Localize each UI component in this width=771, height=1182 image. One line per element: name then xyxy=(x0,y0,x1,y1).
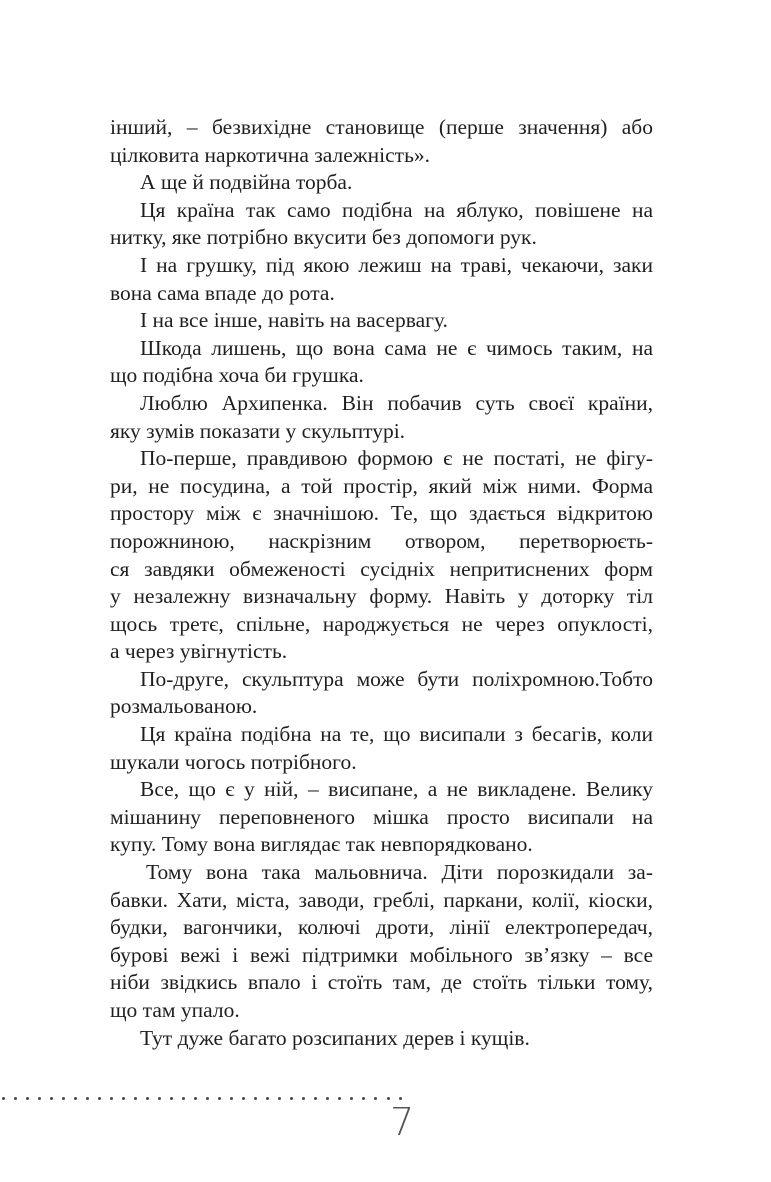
text-line: Ця країна подібна на те, що висипали з бесагів, коли xyxy=(140,722,653,747)
dot xyxy=(14,1097,17,1100)
dot xyxy=(98,1097,101,1100)
dot xyxy=(278,1097,281,1100)
dot xyxy=(50,1097,53,1100)
dot xyxy=(290,1097,293,1100)
text-line: Шкода лишень, що вона сама не є чимось таким, на xyxy=(140,335,653,360)
text-line: Ця країна так само подібна на яблуко, повішене на xyxy=(140,197,653,222)
dot xyxy=(146,1097,149,1100)
text-line: І на грушку, під якою лежиш на траві, чекаючи, заки xyxy=(140,252,653,277)
dot xyxy=(326,1097,329,1100)
dot xyxy=(110,1097,113,1100)
dot xyxy=(86,1097,89,1100)
text-line: що подібна хоча би грушка. xyxy=(110,363,364,388)
text-line: будки, вагончики, колючі дроти, лінії електропередач, xyxy=(110,915,653,940)
text-line: ніби звідкись впало і стоїть там, де стоїть тільки тому, xyxy=(110,970,653,995)
dot xyxy=(2,1097,5,1100)
text-line: бавки. Хати, міста, заводи, греблі, паркани, колії, кіоски, xyxy=(110,887,653,912)
dot xyxy=(254,1097,257,1100)
dot xyxy=(158,1097,161,1100)
text-line: у незалежну визначальну форму. Навіть у доторку тіл xyxy=(110,584,653,609)
dot xyxy=(26,1097,29,1100)
dotted-rule xyxy=(2,1088,402,1108)
text-line: Тому вона така мальовнича. Діти порозкидали за- xyxy=(146,860,653,885)
text-line: купу. Тому вона виглядає так невпорядковано. xyxy=(110,832,533,857)
dot xyxy=(170,1097,173,1100)
page-number: 7 xyxy=(390,1100,415,1144)
dot xyxy=(338,1097,341,1100)
text-line: розмальованою. xyxy=(110,694,258,719)
dot xyxy=(38,1097,41,1100)
text-line: що там упало. xyxy=(110,998,240,1022)
text-line: цілковита наркотична залежність». xyxy=(110,142,431,167)
text-line: ри, не посудина, а той простір, який між ними. Форма xyxy=(110,473,653,498)
dot xyxy=(206,1097,209,1100)
text-line: а через увігнутість. xyxy=(110,639,288,664)
text-line: простору між є значнішою. Те, що здається відкритою xyxy=(110,501,653,526)
dot xyxy=(194,1097,197,1100)
dot xyxy=(314,1097,317,1100)
dot xyxy=(74,1097,77,1100)
dot xyxy=(182,1097,185,1100)
text-line: І на все інше, навіть на васервагу. xyxy=(140,308,448,333)
text-line: щось третє, спільне, народжується не через опуклості, xyxy=(110,611,653,636)
text-line: По-перше, правдивою формою є не постаті, не фігу- xyxy=(140,446,653,471)
text-line: нитку, яке потрібно вкусити без допомоги рук. xyxy=(110,225,537,250)
dot xyxy=(134,1097,137,1100)
text-line: шукали чогось потрібного. xyxy=(110,749,357,774)
dot xyxy=(242,1097,245,1100)
text-line: Тут дуже багато розсипаних дерев і кущів. xyxy=(140,1025,530,1050)
dot xyxy=(302,1097,305,1100)
text-line: Люблю Архипенка. Він побачив суть своєї країни, xyxy=(140,390,653,415)
text-line: ся завдяки обмеженості сусідніх непритиснених форм xyxy=(110,556,653,581)
text-line: порожниною, наскрізним отвором, перетворюєть- xyxy=(110,528,653,553)
text-line: А ще й подвійна торба. xyxy=(140,170,353,195)
dot xyxy=(350,1097,353,1100)
dot xyxy=(122,1097,125,1100)
text-line: мішанину переповненого мішка просто висипали на xyxy=(110,804,653,829)
text-line: інший, – безвихідне становище (перше значення) або xyxy=(110,115,653,139)
dot xyxy=(62,1097,65,1100)
text-line: вона сама впаде до рота. xyxy=(110,280,335,305)
text-line: яку зумів показати у скульптурі. xyxy=(110,418,406,443)
dot xyxy=(362,1097,365,1100)
text-line: Все, що є у ній, – висипане, а не викладене. Велику xyxy=(140,777,653,802)
text-line: бурові вежі і вежі підтримки мобільного зв’язку – все xyxy=(110,942,653,967)
body-text xyxy=(110,114,653,1052)
text-line: По-друге, скульптура може бути поліхромною.Тобто xyxy=(140,666,653,691)
dot xyxy=(374,1097,377,1100)
dot xyxy=(266,1097,269,1100)
dot xyxy=(230,1097,233,1100)
dot xyxy=(218,1097,221,1100)
